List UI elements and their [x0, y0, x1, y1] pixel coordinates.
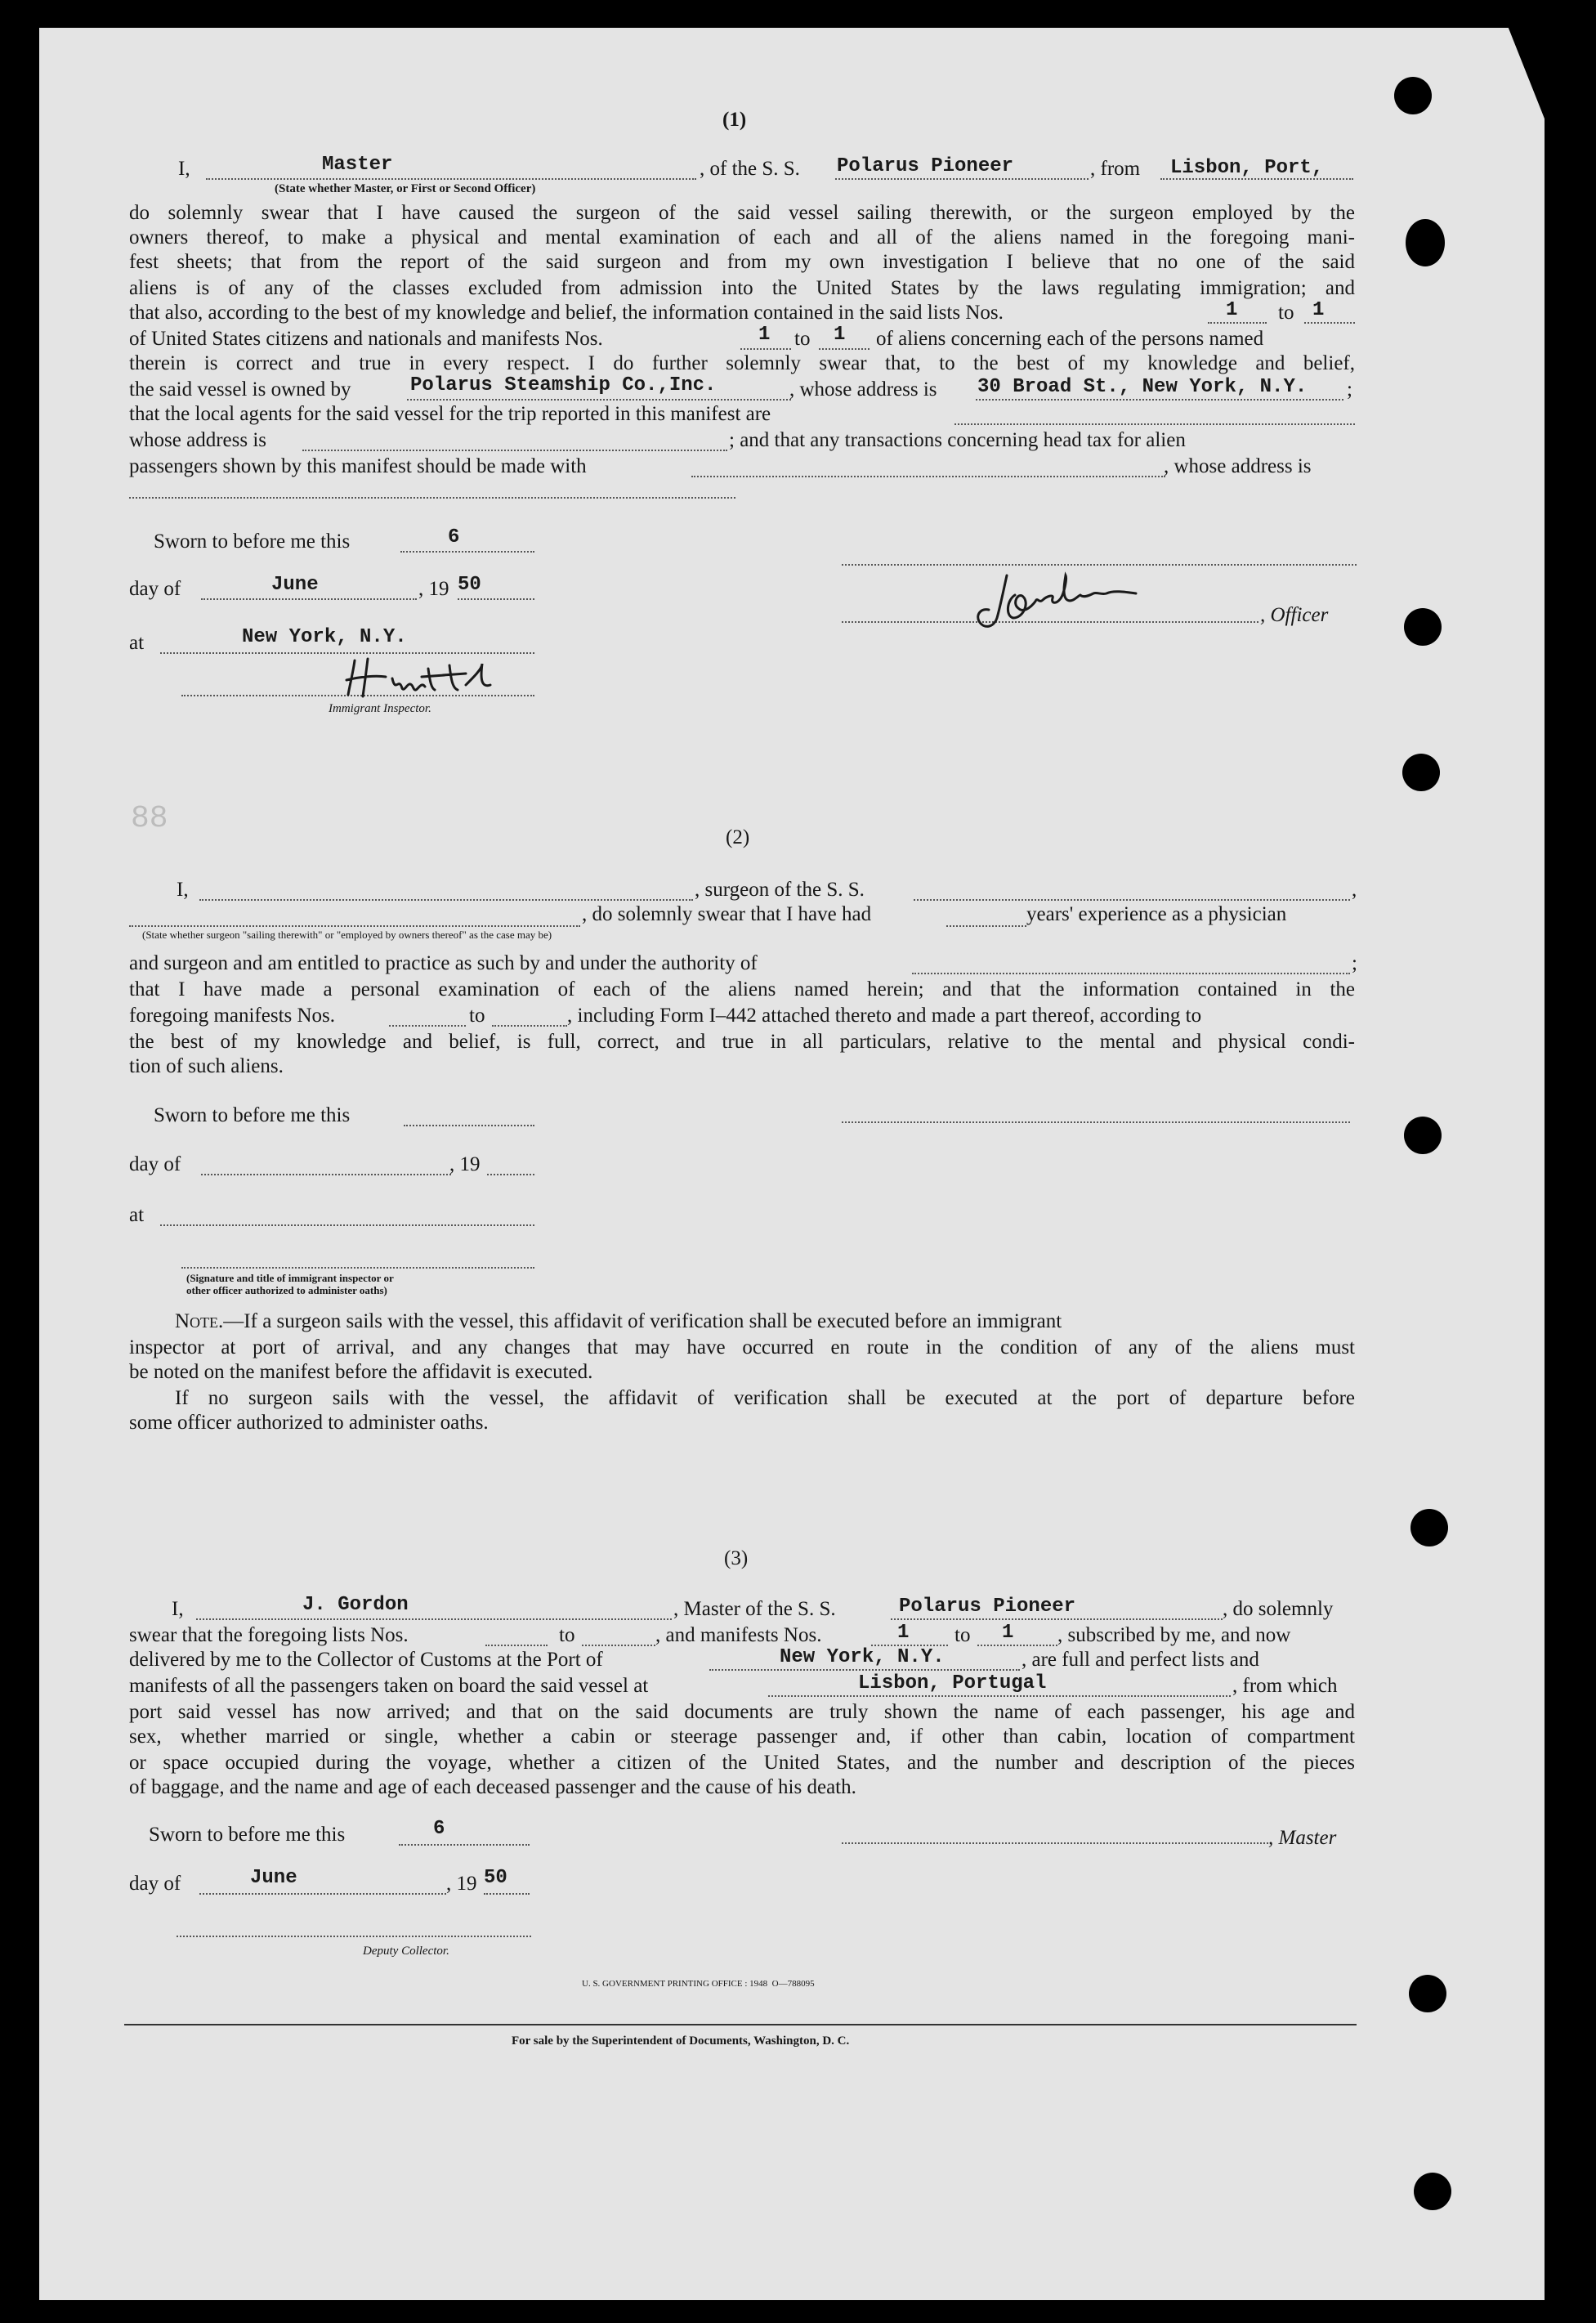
s1-lists-to-line — [1304, 322, 1355, 324]
s1-owner-value: Polarus Steamship Co.,Inc. — [410, 374, 717, 396]
s2-vessel-line — [914, 899, 1350, 901]
s1-manifests-to-line — [819, 348, 870, 350]
s2-sworn-label: Sworn to before me this — [154, 1104, 351, 1126]
s3-port-line — [709, 1669, 1020, 1671]
section-2-heading: (2) — [726, 826, 750, 848]
s2-years-line — [946, 925, 1026, 927]
s3-man-to-line — [977, 1645, 1057, 1646]
s2-note-line — [175, 1309, 1062, 1334]
s1-headtax-addr-text: , whose address is — [1164, 455, 1312, 477]
s1-officer-label: , Officer — [1260, 604, 1329, 626]
s3-sworn-line — [399, 1844, 530, 1846]
s1-owner-text: the said vessel is owned by — [129, 378, 351, 401]
s2-month-line — [201, 1174, 451, 1175]
s3-manifests-text: , and manifests Nos. — [655, 1624, 822, 1646]
s1-rank-note: (State whether Master, or First or Second Officer) — [275, 182, 536, 195]
s1-sworn-day: 6 — [448, 526, 460, 548]
s2-inspector-sig-line — [181, 1267, 534, 1269]
s1-of-ss: , of the S. S. — [700, 158, 800, 180]
s1-agent-addr-line — [302, 450, 727, 451]
s1-owner-addr-text: , whose address is — [789, 378, 937, 401]
bleed-through-mark: 88 — [131, 801, 168, 836]
s3-year: 50 — [484, 1867, 507, 1889]
s3-vessel-line — [891, 1618, 1223, 1620]
s3-board-text: manifests of all the passengers taken on board the said vessel at — [129, 1675, 649, 1697]
s1-sworn-day-line — [400, 551, 534, 553]
s2-i: I, — [177, 879, 189, 901]
punch-hole — [1404, 1117, 1442, 1154]
s3-lists-to: to — [559, 1624, 575, 1646]
s1-inspector-label: Immigrant Inspector. — [329, 702, 431, 715]
s1-sworn-label: Sworn to before me this — [154, 530, 351, 553]
s3-master-sig-line — [842, 1842, 1268, 1844]
s1-agents-text: that the local agents for the said vessel for the trip reported in this manifest are — [129, 403, 771, 425]
s3-lists-from-line — [485, 1645, 548, 1646]
punch-hole — [1404, 608, 1442, 646]
section-1-heading: (1) — [722, 109, 747, 131]
s1-headtax-line — [691, 476, 1165, 477]
s1-agents-line — [954, 423, 1355, 425]
s1-manifests-to-value: 1 — [834, 324, 846, 346]
inspector-signature — [343, 652, 539, 701]
s1-port-value: Lisbon, Port, — [1170, 157, 1324, 179]
punch-hole — [1410, 1509, 1448, 1546]
s3-man-to-value: 1 — [1002, 1622, 1014, 1644]
s3-lists-to-line — [582, 1645, 655, 1646]
s3-man-from: 1 — [897, 1622, 910, 1644]
s3-name-line — [196, 1618, 672, 1620]
s1-month: June — [271, 574, 319, 596]
s3-month-line — [199, 1893, 446, 1895]
s3-subscribed: , subscribed by me, and now — [1057, 1624, 1291, 1646]
s1-year: 50 — [458, 574, 481, 596]
s2-at-label: at — [129, 1204, 145, 1226]
s2-place-line — [160, 1224, 534, 1226]
s1-dayof-label: day of — [129, 578, 181, 600]
s1-owner-addr-value: 30 Broad St., New York, N.Y. — [977, 376, 1308, 398]
s2-note-line: If no surgeon sails with the vessel, the affidavit of verification shall be executed at the port of departure before — [175, 1387, 1355, 1409]
s2-year-prefix: , 19 — [449, 1153, 481, 1175]
s2-authority-text: and surgeon and am entitled to practice as such by and under the authority of — [129, 952, 758, 974]
s1-at-label: at — [129, 632, 145, 654]
s2-form-text: , including Form I–442 attached thereto and made a part thereof, according to — [567, 1005, 1202, 1027]
s2-note-line: inspector at port of arrival, and any changes that may have occurred en route in the condition of any of the aliens must — [129, 1336, 1355, 1358]
s2-para-line: the best of my knowledge and belief, is full, correct, and true in all particulars, relative to the mental and physical condi- — [129, 1031, 1355, 1053]
s2-surgeon-of: , surgeon of the S. S. — [695, 879, 865, 901]
s1-para-line: fest sheets; that from the report of the said surgeon and from my own investigation I believe that no one of the said — [129, 251, 1355, 273]
s1-owner-addr-line — [976, 399, 1343, 401]
s3-deputy-label: Deputy Collector. — [363, 1945, 449, 1958]
s1-year-line — [458, 598, 534, 600]
s3-month: June — [250, 1867, 297, 1889]
s2-signature-line — [842, 1121, 1350, 1123]
footer-rule — [124, 2024, 1357, 2025]
s2-status-note: (State whether surgeon "sailing therewith" or "employed by owners thereof" as the case may be) — [142, 929, 552, 941]
s3-solemnly: , do solemnly — [1223, 1598, 1334, 1620]
punch-hole — [1406, 219, 1445, 266]
s1-vessel-value: Polarus Pioneer — [837, 155, 1014, 177]
s1-manifests-text: of United States citizens and nationals and manifests Nos. — [129, 328, 603, 350]
s1-i: I, — [178, 158, 190, 180]
s2-manifests-text: foregoing manifests Nos. — [129, 1005, 336, 1027]
gpo-imprint: U. S. GOVERNMENT PRINTING OFFICE : 1948 O—788095 — [582, 1979, 815, 1989]
s2-para-line: that I have made a personal examination of each of the aliens named herein; and that the information contained in the — [129, 978, 1355, 1000]
s2-comma: , — [1352, 879, 1357, 901]
s3-para-line: or space occupied during the voyage, whether a citizen of the United States, and the number and description of the pieces — [129, 1752, 1355, 1774]
s1-vessel-line — [835, 178, 1089, 180]
s2-para-line: tion of such aliens. — [129, 1055, 284, 1077]
s3-para-line: port said vessel has now arrived; and that on the said documents are truly shown the name of each passenger, his age and — [129, 1701, 1355, 1723]
sale-notice: For sale by the Superintendent of Documents, Washington, D. C. — [512, 2034, 850, 2048]
s2-sig-note: (Signature and title of immigrant inspector or other officer authorized to administer oaths) — [186, 1272, 394, 1296]
s1-semicolon: ; — [1347, 378, 1352, 401]
s3-vessel: Polarus Pioneer — [899, 1596, 1076, 1618]
punch-hole — [1409, 1975, 1446, 2012]
s2-note-text: —If a surgeon sails with the vessel, this affidavit of verification shall be executed before an immigrant — [223, 1310, 1062, 1332]
s3-man-to: to — [954, 1624, 971, 1646]
s3-dayof-label: day of — [129, 1873, 181, 1895]
s1-para-line: therein is correct and true in every respect. I do further solemnly swear that, to the best of my knowledge and belief, — [129, 352, 1355, 374]
s3-depart-line — [768, 1695, 1231, 1697]
s3-port-text: delivered by me to the Collector of Customs at the Port of — [129, 1649, 603, 1671]
s2-authority-line — [912, 973, 1350, 974]
s2-status-line — [129, 925, 580, 927]
s1-lists-from-line — [1208, 322, 1267, 324]
s3-fromwhich: , from which — [1232, 1675, 1338, 1697]
s1-lists-text: that also, according to the best of my knowledge and belief, the information contained in the said lists Nos. — [129, 302, 1004, 324]
s3-name: J. Gordon — [302, 1594, 409, 1616]
s1-para-line: owners thereof, to make a physical and mental examination of each and all of the aliens named in the foregoing mani- — [129, 226, 1355, 248]
s1-para-line: aliens is of any of the classes excluded from admission into the United States by the laws regulating immigration; and — [129, 277, 1355, 299]
s2-dayof-label: day of — [129, 1153, 181, 1175]
s1-month-line — [201, 598, 417, 600]
s2-note-line: be noted on the manifest before the affidavit is executed. — [129, 1361, 593, 1383]
s2-note-label: Note. — [175, 1310, 224, 1332]
punch-hole — [1394, 77, 1432, 114]
s1-headtax-addr-line — [129, 497, 735, 499]
s1-headtax-text: ; and that any transactions concerning head tax for alien — [729, 429, 1186, 451]
s3-para-line: of baggage, and the name and age of each deceased passenger and the cause of his death. — [129, 1776, 856, 1798]
s3-para-line: sex, whether married or single, whether a cabin or steerage passenger and, if other than cabin, location of compartment — [129, 1725, 1355, 1748]
punch-hole — [1414, 2173, 1451, 2210]
s1-manifests-rest: of aliens concerning each of the persons named — [876, 328, 1264, 350]
s1-place: New York, N.Y. — [242, 626, 407, 648]
s2-years-text: years' experience as a physician — [1026, 903, 1287, 925]
s1-year-prefix: , 19 — [418, 578, 449, 600]
s1-rank-line — [206, 178, 696, 180]
s2-man-to-line — [492, 1025, 567, 1027]
s3-year-line — [484, 1893, 530, 1895]
s3-lists-text: swear that the foregoing lists Nos. — [129, 1624, 409, 1646]
officer-signature — [964, 571, 1160, 636]
s3-master-label: , Master — [1268, 1827, 1337, 1849]
s2-note-line: some officer authorized to administer oaths. — [129, 1412, 489, 1434]
s3-sworn-day: 6 — [433, 1818, 445, 1840]
s1-agent-addr-text: whose address is — [129, 429, 267, 451]
s3-i: I, — [172, 1598, 184, 1620]
s1-manifests-from: 1 — [758, 324, 771, 346]
s3-master-of: , Master of the S. S. — [673, 1598, 836, 1620]
s1-lists-to-value: 1 — [1312, 299, 1325, 321]
s3-deputy-line — [177, 1936, 531, 1937]
s3-year-prefix: , 19 — [446, 1873, 477, 1895]
s1-para-line: do solemnly swear that I have caused the surgeon of the said vessel sailing therewith, or the surgeon employed by the — [129, 202, 1355, 224]
s2-man-to: to — [469, 1005, 485, 1027]
s3-depart: Lisbon, Portugal — [858, 1672, 1047, 1694]
punch-hole — [1402, 754, 1440, 791]
s2-man-from-line — [389, 1025, 466, 1027]
section-3-heading: (3) — [724, 1547, 749, 1569]
s3-port: New York, N.Y. — [780, 1646, 945, 1668]
s2-semicolon: ; — [1352, 952, 1357, 974]
s1-rank-value: Master — [322, 154, 393, 176]
s2-name-line — [199, 899, 693, 901]
s1-from: , from — [1090, 158, 1141, 180]
s1-lists-from: 1 — [1226, 299, 1238, 321]
s2-sworn-line — [404, 1125, 534, 1126]
s1-officer-top-line — [842, 564, 1357, 566]
s1-headtax-with-text: passengers shown by this manifest should be made with — [129, 455, 587, 477]
s1-manifests-from-line — [740, 348, 791, 350]
s2-year-line — [487, 1174, 534, 1175]
s1-manifests-to: to — [794, 328, 811, 350]
s1-lists-to: to — [1278, 302, 1294, 324]
s1-owner-line — [407, 399, 791, 401]
s3-perfect-text: , are full and perfect lists and — [1022, 1649, 1259, 1671]
s3-sworn-label: Sworn to before me this — [149, 1824, 346, 1846]
s2-swear-text: , do solemnly swear that I have had — [582, 903, 872, 925]
